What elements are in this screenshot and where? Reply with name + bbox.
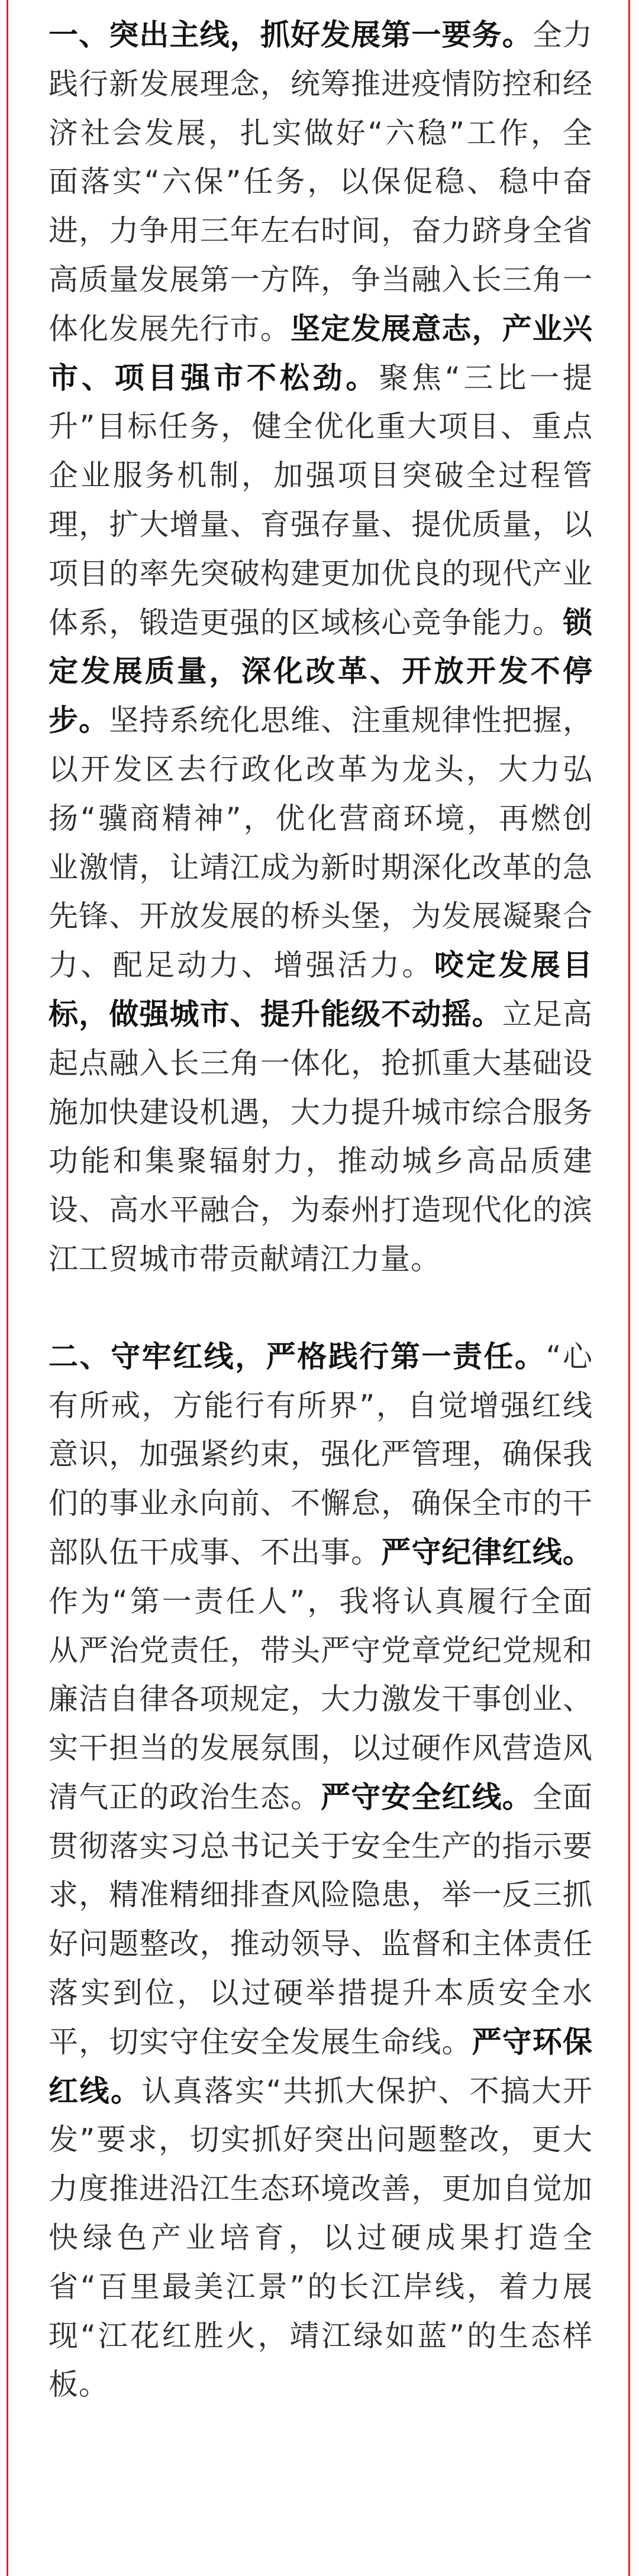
- paragraph-text: 全面贯彻落实习总书记关于安全生产的指示要求，精准精细排查风险隐患，举一反三抓好问题整改，推动领导、监督和主体责任落实到位，以过硬举措提升本质安全水平，切实守住安全发展生命线。: [49, 1779, 593, 2059]
- paragraph-text: “心有所戒，方能行有所界”，自觉增强红线意识，加强紧约束，强化严管理，确保我们的事业永向前、不懈怠，确保全市的干部队伍干成事、不出事。: [49, 1339, 593, 1569]
- paragraph-text: 认真落实“共抓大保护、不搞大开发”要求，切实抓好突出问题整改，更大力度推进沿江生态环境改善，更加自觉加快绿色产业培育，以过硬成果打造全省“百里最美江景”的长江岸线，着力展现“江花红胜火，靖江绿如蓝”的生态样板。: [49, 2073, 593, 2402]
- subheading-development-will: 坚定发展意志，产业兴市、项目强市不松劲。: [49, 311, 593, 395]
- article-body: [49, 0, 593, 2458]
- paragraph-text: 坚持系统化思维、注重规律性把握，以开发区去行政化改革为龙头，大力弘扬“骥商精神”，优化营商环境，再燃创业激情，让靖江成为新时期深化改革的急先锋、开放发展的桥头堡，为发展凝聚合力、配足动力、增强活力。: [49, 703, 593, 983]
- subheading-environment-red-line: 严守环保红线。: [49, 2024, 593, 2108]
- subheading-discipline-red-line: 严守纪律红线。: [381, 1535, 593, 1569]
- subheading-development-goal: 咬定发展目标，做强城市、提升能级不动摇。: [49, 948, 593, 1031]
- paragraph-text: 作为“第一责任人”，我将认真履行全面从严治党责任，带头严守党章党纪党规和廉洁自律各项规定，大力激发干事创业、实干担当的发展氛围，以过硬作风营造风清气正的政治生态。: [49, 1584, 593, 1814]
- subheading-safety-red-line: 严守安全红线。: [321, 1779, 532, 1814]
- paragraph-text: 聚焦“三比一提升”目标任务，健全优化重大项目、重点企业服务机制，加强项目突破全过程管理，扩大增量、育强存量、提优质量，以项目的率先突破构建更加优良的现代产业体系，锻造更强的区域核心竞争能力。: [49, 360, 593, 640]
- paragraph-text: 全力践行新发展理念，统筹推进疫情防控和经济社会发展，扎实做好“六稳”工作，全面落实“六保”任务，以保促稳、稳中奋进，力争用三年左右时间，奋力跻身全省高质量发展第一方阵，争当融入长三角一体化发展先行市。: [49, 18, 593, 346]
- paragraph-2: [49, 1332, 593, 2410]
- paragraph-1: [49, 11, 593, 1284]
- paragraph-text: 立足高起点融入长三角一体化，抢抓重大基础设施加快建设机遇，大力提升城市综合服务功能和集聚辐射力，推动城乡高品质建设、高水平融合，为泰州打造现代化的滨江工贸城市带贡献靖江力量。: [49, 996, 593, 1276]
- subheading-development-quality: 锁定发展质量，深化改革、开放开发不停步。: [49, 605, 593, 738]
- heading-red-line: 二、守牢红线，严格践行第一责任。: [49, 1339, 546, 1374]
- heading-main-line: 一、突出主线，抓好发展第一要务。: [49, 18, 532, 52]
